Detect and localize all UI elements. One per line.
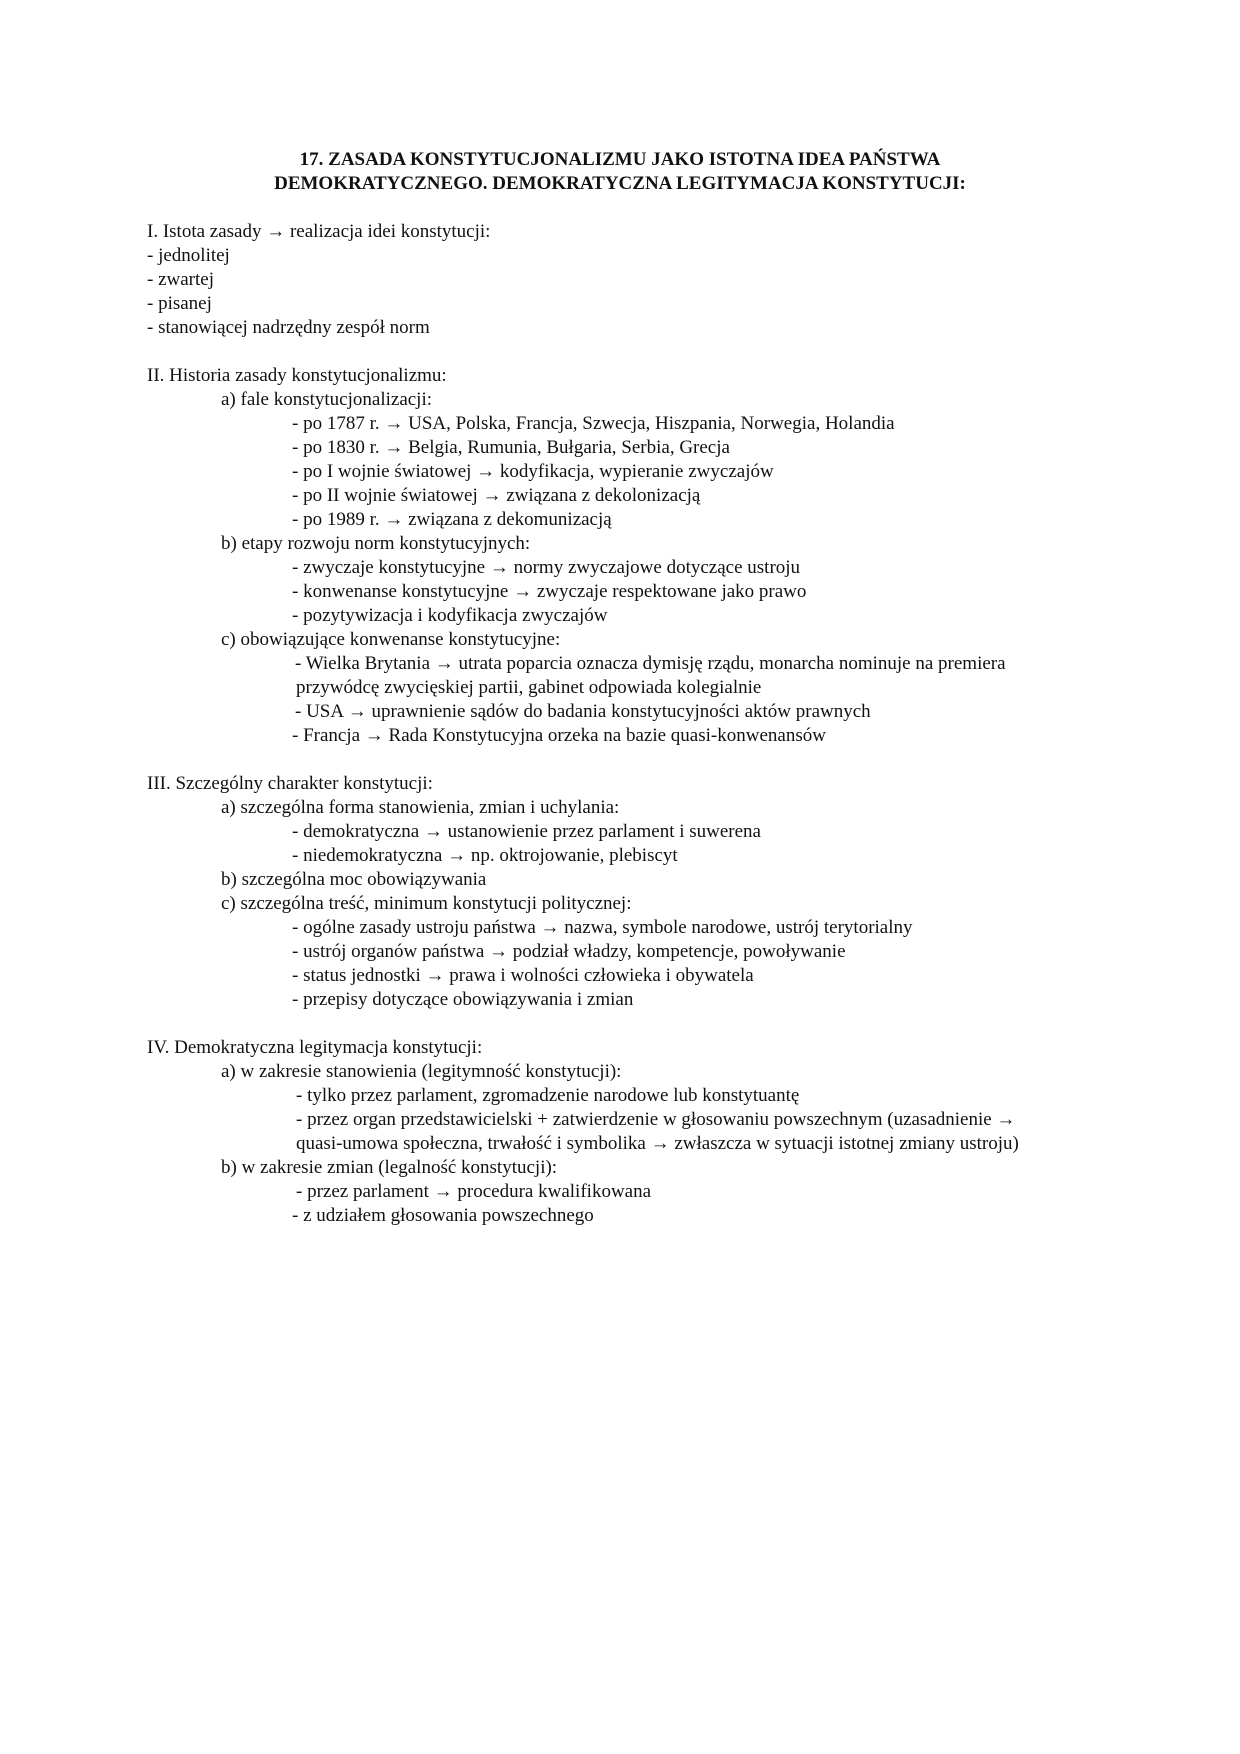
list-item: - zwartej <box>147 269 214 290</box>
list-item: - konwenanse konstytucyjne → zwyczaje respektowane jako prawo <box>292 581 807 602</box>
section-3-heading: III. Szczególny charakter konstytucji: <box>147 773 433 794</box>
list-item: - jednolitej <box>147 245 230 266</box>
title-line-2: DEMOKRATYCZNEGO. DEMOKRATYCZNA LEGITYMACJA KONSTYTUCJI: <box>274 173 966 194</box>
list-item-continuation: przywódcę zwycięskiej partii, gabinet odpowiada kolegialnie <box>296 677 762 698</box>
subsection-3c: c) szczególna treść, minimum konstytucji politycznej: <box>221 893 632 914</box>
section-1-heading: I. Istota zasady → realizacja idei konstytucji: <box>147 221 491 242</box>
subsection-4a: a) w zakresie stanowienia (legitymność konstytucji): <box>221 1061 622 1082</box>
list-item: - status jednostki → prawa i wolności człowieka i obywatela <box>292 965 754 986</box>
subsection-4b: b) w zakresie zmian (legalność konstytucji): <box>221 1157 558 1178</box>
subsection-3a: a) szczególna forma stanowienia, zmian i uchylania: <box>221 797 620 818</box>
list-item: - stanowiącej nadrzędny zespół norm <box>147 317 430 338</box>
list-item: - USA → uprawnienie sądów do badania konstytucyjności aktów prawnych <box>295 701 871 722</box>
list-item: - demokratyczna → ustanowienie przez parlament i suwerena <box>292 821 761 842</box>
subsection-3b: b) szczególna moc obowiązywania <box>221 869 487 890</box>
list-item: - po II wojnie światowej → związana z dekolonizacją <box>292 485 701 506</box>
list-item: - ustrój organów państwa → podział władzy, kompetencje, powoływanie <box>292 941 846 962</box>
list-item: - przepisy dotyczące obowiązywania i zmian <box>292 989 634 1010</box>
list-item: - tylko przez parlament, zgromadzenie narodowe lub konstytuantę <box>296 1085 800 1106</box>
list-item: - pisanej <box>147 293 212 314</box>
list-item: - przez parlament → procedura kwalifikowana <box>296 1181 652 1202</box>
subsection-2a: a) fale konstytucjonalizacji: <box>221 389 433 410</box>
list-item: - z udziałem głosowania powszechnego <box>292 1205 594 1226</box>
list-item: - po I wojnie światowej → kodyfikacja, wypieranie zwyczajów <box>292 461 774 482</box>
subsection-2c: c) obowiązujące konwenanse konstytucyjne: <box>221 629 561 650</box>
list-item: - niedemokratyczna → np. oktrojowanie, plebiscyt <box>292 845 678 866</box>
subsection-2b: b) etapy rozwoju norm konstytucyjnych: <box>221 533 531 554</box>
list-item: - po 1989 r. → związana z dekomunizacją <box>292 509 612 530</box>
list-item-continuation: quasi-umowa społeczna, trwałość i symbolika → zwłaszcza w sytuacji istotnej zmiany ustroju) <box>296 1133 1019 1154</box>
list-item: - zwyczaje konstytucyjne → normy zwyczajowe dotyczące ustroju <box>292 557 801 578</box>
section-4-heading: IV. Demokratyczna legitymacja konstytucji: <box>147 1037 483 1058</box>
list-item: - po 1830 r. → Belgia, Rumunia, Bułgaria, Serbia, Grecja <box>292 437 730 458</box>
section-2-heading: II. Historia zasady konstytucjonalizmu: <box>147 365 447 386</box>
list-item: - Wielka Brytania → utrata poparcia oznacza dymisję rządu, monarcha nominuje na premiera <box>295 653 1006 674</box>
title-line-1: 17. ZASADA KONSTYTUCJONALIZMU JAKO ISTOTNA IDEA PAŃSTWA <box>299 149 941 170</box>
list-item: - pozytywizacja i kodyfikacja zwyczajów <box>292 605 608 626</box>
list-item: - przez organ przedstawicielski + zatwierdzenie w głosowaniu powszechnym (uzasadnienie → <box>296 1109 1016 1130</box>
list-item: - po 1787 r. → USA, Polska, Francja, Szwecja, Hiszpania, Norwegia, Holandia <box>292 413 895 434</box>
list-item: - ogólne zasady ustroju państwa → nazwa, symbole narodowe, ustrój terytorialny <box>292 917 913 938</box>
list-item: - Francja → Rada Konstytucyjna orzeka na bazie quasi-konwenansów <box>292 725 826 746</box>
